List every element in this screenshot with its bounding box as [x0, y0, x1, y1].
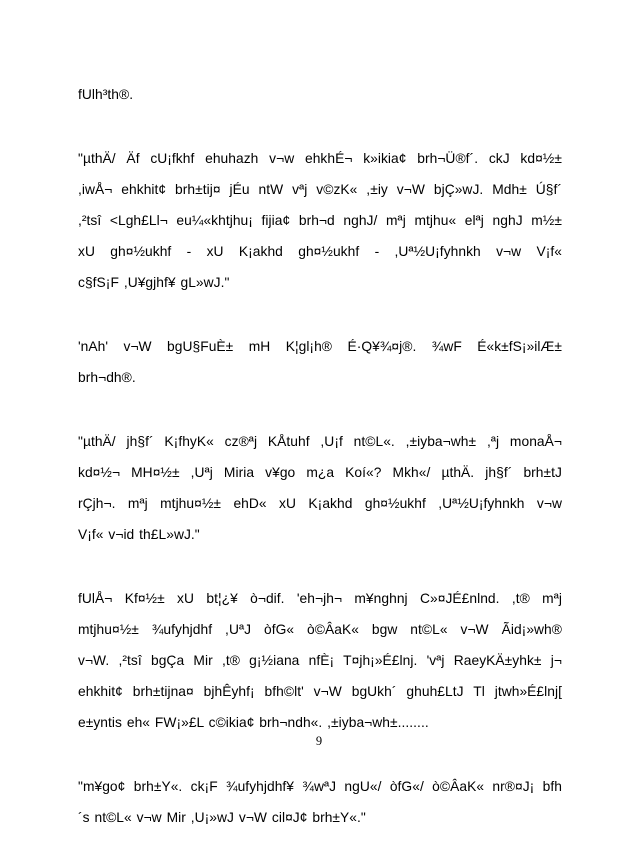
text-line: ´s nt©L« v¬w Mir ,U¡»wJ v¬W cil¤J¢ brh±Y«.": [78, 810, 366, 825]
text-line: 'nAh' v¬W bgU§FuÈ± mH K¦gl¡h® É·Q¥¾¤j®. ¾wF É«k±fS¡»ilÆ±: [78, 339, 562, 354]
page-number: 9: [315, 734, 323, 748]
text-line: "µthÄ/ Äf cU¡fkhf ehuhazh v¬w ehkhÉ¬ k»ikia¢ brh¬Ü®f´. ckJ kd¤½±: [78, 151, 562, 166]
text-line: c§fS¡F ,U¥gjhf¥ gL»wJ.": [78, 275, 230, 290]
text-line: ,²tsî <Lgh£Ll¬ eu¼«khtjhu¡ fijia¢ brh¬d nghJ/ mªj mtjhu« elªj nghJ m½±: [78, 213, 562, 228]
text-line: rÇjh¬. mªj mtjhu¤½± ehD« xU K¡akhd gh¤½ukhf ,Uª½U¡fyhnkh v¬w: [78, 496, 562, 511]
text-line: "µthÄ/ jh§f´ K¡fhyK« cz®ªj KÅtuhf ,U¡f nt©L«. ,±iyba¬wh± ,ªj monaÅ¬: [78, 434, 562, 449]
paragraph: [78, 583, 562, 738]
paragraph: [78, 426, 562, 550]
paragraph: [78, 143, 562, 298]
text-line: ,iwÅ¬ ehkhit¢ brh±tij¤ jÉu ntW vªj v©zK« ,±iy v¬W bjÇ»wJ. Mdh± Ú§f´: [78, 182, 562, 197]
text-line: V¡f« v¬id th£L»wJ.": [78, 527, 200, 542]
text-line: xU gh¤½ukhf - xU K¡akhd gh¤½ukhf - ,Uª½U¡fyhnkh v¬w V¡f«: [78, 244, 562, 259]
text-line: ehkhit¢ brh±tijna¤ bjhÊyhf¡ bfh©lt' v¬W bgUkh´ ghuh£LtJ Tl jtwh»É£lnj[: [78, 684, 562, 699]
text-line: fUlÅ¬ Kf¤½± xU bt¦¿¥ ò¬dif. 'eh¬jh¬ m¥nghnj C»¤JÉ£nlnd. ,t® mªj: [78, 591, 562, 606]
text-line: fUlh³th®.: [78, 87, 134, 102]
text-line: "m¥go¢ brh±Y«. ck¡F ¾ufyhjdhf¥ ¾wªJ ngU«/ òfG«/ ò©ÂaK« nr®¤J¡ bfh: [78, 779, 562, 794]
text-line: kd¤½¬ MH¤½± ,Uªj Miria v¥go m¿a Koí«? Mkh«/ µthÄ. jh§f´ brh±tJ: [78, 465, 562, 480]
text-line: v¬W. ,²tsî bgÇa Mir ,t® g¡½iana nfÈ¡ T¤jh¡»É£lnj. 'vªj RaeyKÄ±yhk± j¬: [78, 653, 562, 668]
text-line: e±yntis eh« FW¡»£L c©ikia¢ brh¬ndh«. ,±iyba¬wh±........: [78, 715, 429, 730]
paragraph: [78, 771, 562, 833]
paragraph: [78, 331, 562, 393]
text-line: brh¬dh®.: [78, 370, 136, 385]
text-line: mtjhu¤½± ¾ufyhjdhf ,UªJ òfG« ò©ÂaK« bgw nt©L« v¬W Ãid¡»wh®: [78, 622, 562, 637]
paragraph: [78, 79, 562, 110]
